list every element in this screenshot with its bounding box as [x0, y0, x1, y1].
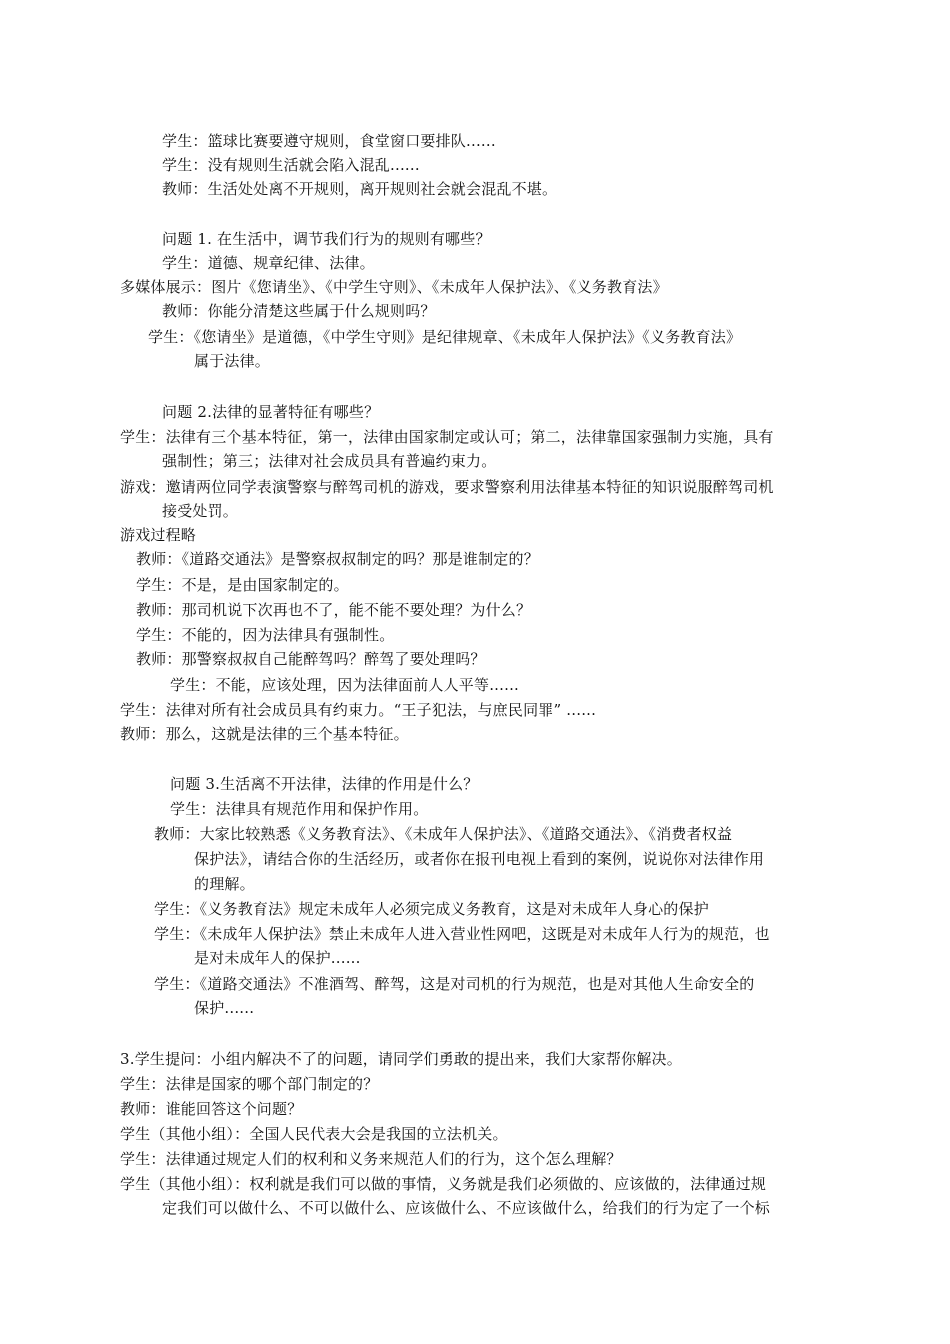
text-line: 游戏：邀请两位同学表演警察与醉驾司机的游戏，要求警察利用法律基本特征的知识说服醉驾司机 — [120, 478, 774, 496]
text-line: 学生：不能的，因为法律具有强制性。 — [136, 626, 395, 644]
text-line: 学生：法律对所有社会成员具有约束力。“王子犯法，与庶民同罪” ...... — [120, 701, 597, 719]
text-line: 学生（其他小组）：全国人民代表大会是我国的立法机关。 — [120, 1125, 508, 1143]
text-line: 接受处罚。 — [162, 502, 239, 520]
text-line: 学生：没有规则生活就会陷入混乱...... — [162, 156, 420, 174]
text-line: 教师：你能分清楚这些属于什么规则吗？ — [162, 302, 436, 320]
text-line: 学生：不是，是由国家制定的。 — [136, 576, 349, 594]
text-line: 的理解。 — [194, 875, 255, 893]
text-line: 学生：法律有三个基本特征，第一，法律由国家制定或认可；第二，法律靠国家强制力实施，具有 — [120, 428, 774, 446]
text-line: 多媒体展示：图片《您请坐》、《中学生守则》、《未成年人保护法》、《义务教育法》 — [120, 278, 668, 296]
text-line: 教师：生活处处离不开规则，离开规则社会就会混乱不堪。 — [162, 180, 558, 198]
text-line: 强制性；第三；法律对社会成员具有普遍约束力。 — [162, 452, 497, 470]
text-line: 保护...... — [194, 999, 255, 1017]
text-line: 学生：篮球比赛要遵守规则，食堂窗口要排队...... — [162, 132, 496, 150]
text-line: 教师：那警察叔叔自己能醉驾吗？醉驾了要处理吗？ — [136, 650, 486, 668]
text-line: 属于法律。 — [194, 352, 271, 370]
text-line: 学生：不能，应该处理，因为法律面前人人平等...... — [170, 676, 520, 694]
text-line: 问题 1. 在生活中，调节我们行为的规则有哪些？ — [162, 230, 491, 248]
text-line: 教师：那司机说下次再也不了，能不能不要处理？为什么？ — [136, 601, 532, 619]
text-line: 问题 3.生活离不开法律，法律的作用是什么？ — [170, 775, 479, 793]
text-line: 学生：《您请坐》是道德，《中学生守则》是纪律规章、《未成年人保护法》《义务教育法》 — [148, 328, 742, 346]
text-line: 学生（其他小组）：权利就是我们可以做的事情，义务就是我们必须做的、应该做的，法律通过规 — [120, 1175, 767, 1193]
text-line: 学生：法律是国家的哪个部门制定的？ — [120, 1075, 379, 1093]
text-line: 3.学生提问：小组内解决不了的问题，请同学们勇敢的提出来，我们大家帮你解决。 — [120, 1050, 682, 1068]
text-line: 教师：大家比较熟悉《义务教育法》、《未成年人保护法》、《道路交通法》、《消费者权益 — [154, 825, 733, 843]
text-line: 学生：法律通过规定人们的权利和义务来规范人们的行为，这个怎么理解？ — [120, 1150, 622, 1168]
text-line: 学生：《道路交通法》不准酒驾、醉驾，这是对司机的行为规范，也是对其他人生命安全的 — [154, 975, 755, 993]
text-line: 定我们可以做什么、不可以做什么、应该做什么、不应该做什么，给我们的行为定了一个标 — [162, 1199, 771, 1217]
text-line: 教师：那么，这就是法律的三个基本特征。 — [120, 725, 409, 743]
text-line: 游戏过程略 — [120, 526, 197, 544]
text-line: 学生：法律具有规范作用和保护作用。 — [170, 800, 429, 818]
text-line: 学生：道德、规章纪律、法律。 — [162, 254, 375, 272]
text-line: 保护法》，请结合你的生活经历，或者你在报刊电视上看到的案例，说说你对法律作用 — [194, 850, 765, 868]
text-line: 教师：谁能回答这个问题？ — [120, 1100, 303, 1118]
text-line: 学生：《未成年人保护法》禁止未成年人进入营业性网吧，这既是对未成年人行为的规范，也 — [154, 925, 770, 943]
text-line: 是对未成年人的保护...... — [194, 949, 361, 967]
text-line: 学生：《义务教育法》规定未成年人必须完成义务教育，这是对未成年人身心的保护 — [154, 900, 709, 918]
text-line: 教师：《道路交通法》是警察叔叔制定的吗？那是谁制定的？ — [136, 550, 539, 568]
text-line: 问题 2.法律的显著特征有哪些？ — [162, 403, 380, 421]
